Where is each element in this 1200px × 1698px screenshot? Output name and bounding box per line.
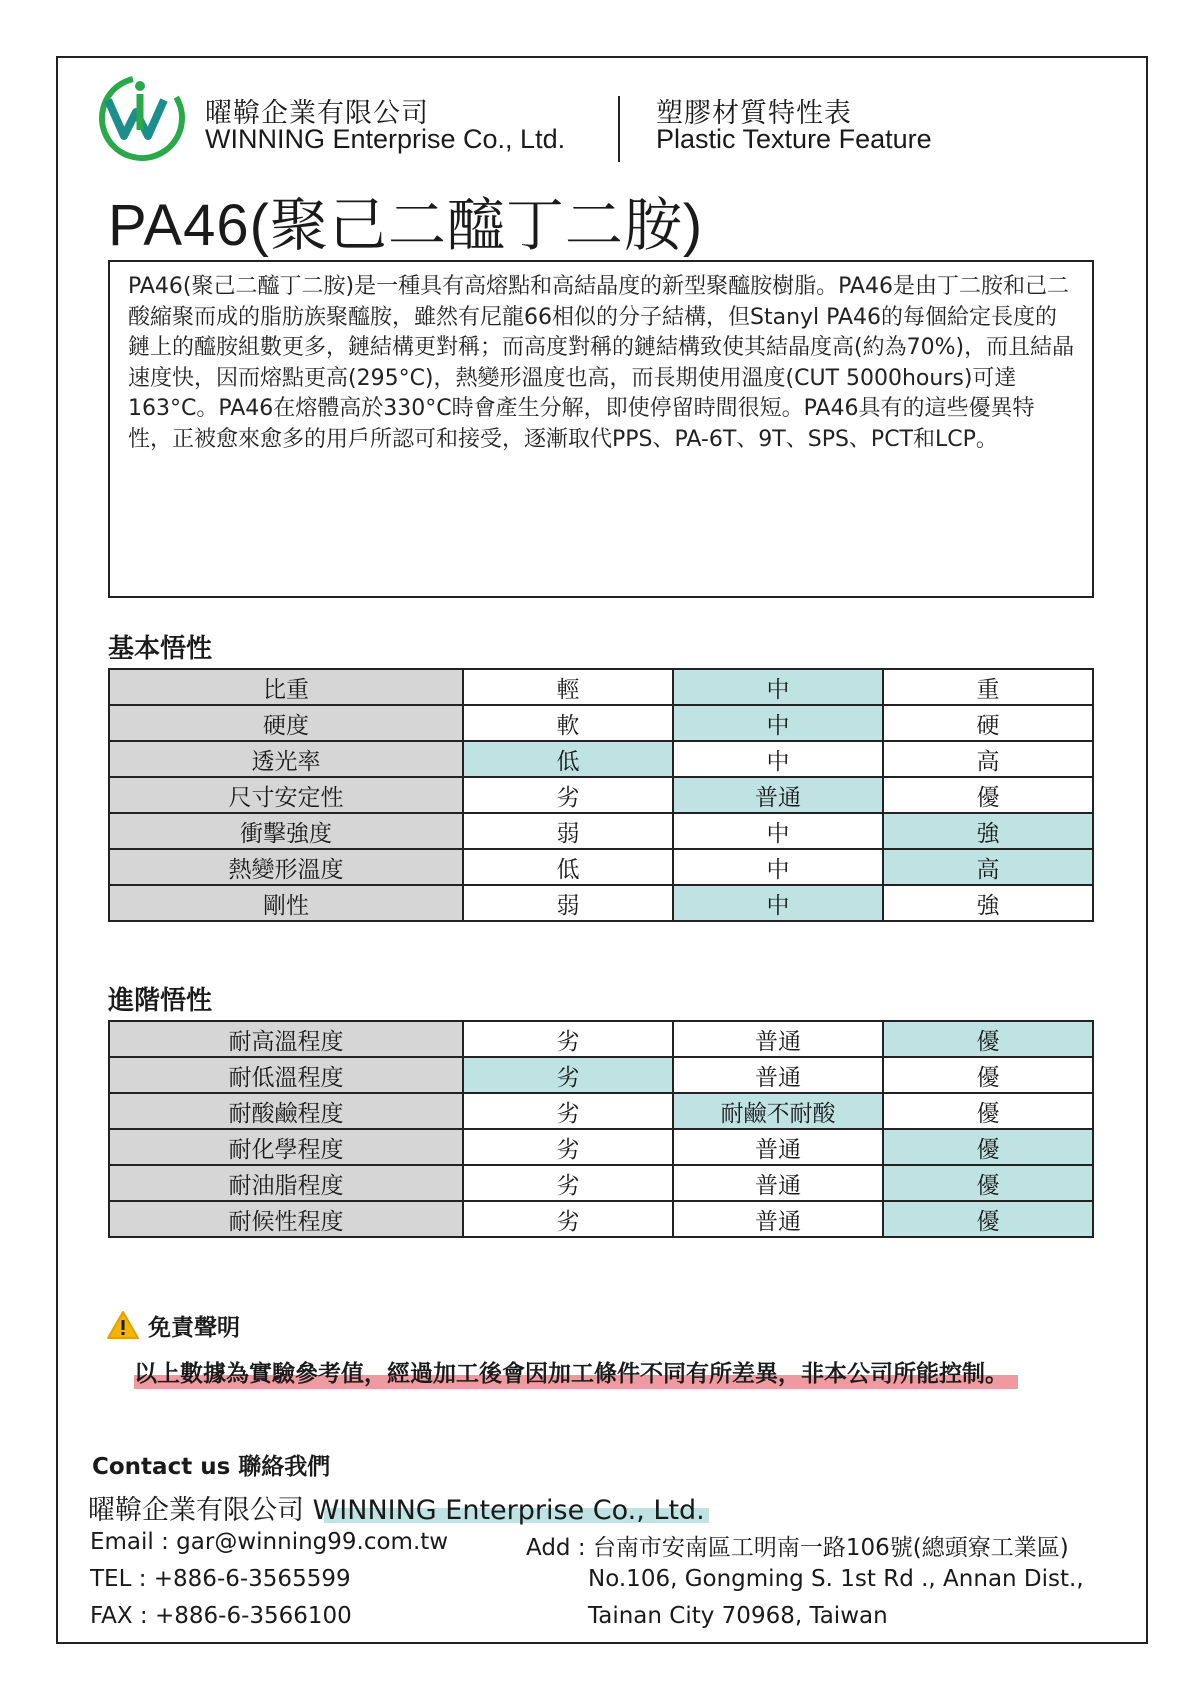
company-name-cn: 曜鞥企業有限公司 bbox=[205, 98, 429, 129]
warning-icon bbox=[106, 1310, 140, 1340]
material-title: PA46(聚己二醯丁二胺) bbox=[108, 193, 704, 258]
property-level-1: 劣 bbox=[463, 1201, 673, 1237]
property-level-3: 優 bbox=[883, 1165, 1093, 1201]
property-level-3: 硬 bbox=[883, 705, 1093, 741]
property-label: 剛性 bbox=[109, 885, 463, 921]
property-row bbox=[109, 1201, 1093, 1237]
property-label: 耐化學程度 bbox=[109, 1129, 463, 1165]
property-level-3: 強 bbox=[883, 813, 1093, 849]
property-level-2: 中 bbox=[673, 813, 883, 849]
property-level-3: 優 bbox=[883, 777, 1093, 813]
property-level-2: 耐鹼不耐酸 bbox=[673, 1093, 883, 1129]
property-level-1: 劣 bbox=[463, 1093, 673, 1129]
property-level-2: 普通 bbox=[673, 1165, 883, 1201]
property-level-1: 輕 bbox=[463, 669, 673, 705]
advanced-properties-table bbox=[108, 1020, 1094, 1238]
basic-properties-table bbox=[108, 668, 1094, 922]
property-row bbox=[109, 705, 1093, 741]
property-level-3: 重 bbox=[883, 669, 1093, 705]
property-row bbox=[109, 1021, 1093, 1057]
doc-title-en: Plastic Texture Feature bbox=[656, 124, 932, 154]
disclaimer-text: 以上數據為實驗參考值，經過加工後會因加工條件不同有所差異，非本公司所能控制。 bbox=[134, 1361, 1008, 1387]
property-row bbox=[109, 777, 1093, 813]
description-text: PA46(聚己二醯丁二胺)是一種具有高熔點和高結晶度的新型聚醯胺樹脂。PA46是由丁二胺和己二酸縮聚而成的脂肪族聚醯胺，雖然有尼龍66相似的分子結構，但Stanyl PA46的每個給定長度的鏈上的醯胺組數更多，鏈結構更對稱；而高度對稱的鏈結構致使其結晶度高(約為70%)，而且結晶速度快，因而熔點更高(295°C)，熱變形溫度也高，而長期使用溫度(CUT 5000hours)可達163°C。PA46在熔體高於330°C時會產生分解，即使停留時間很短。PA46具有的這些優異特性，正被愈來愈多的用戶所認可和接受，逐漸取代PPS、PA-6T、9T、SPS、PCT和LCP。 bbox=[128, 274, 1075, 452]
advanced-section-title: 進階悟性 bbox=[108, 986, 213, 1016]
property-row bbox=[109, 1057, 1093, 1093]
property-level-2: 普通 bbox=[673, 1201, 883, 1237]
property-row bbox=[109, 813, 1093, 849]
property-row bbox=[109, 669, 1093, 705]
property-level-2: 普通 bbox=[673, 777, 883, 813]
property-level-2: 普通 bbox=[673, 1129, 883, 1165]
property-level-2: 中 bbox=[673, 705, 883, 741]
property-level-3: 優 bbox=[883, 1093, 1093, 1129]
property-level-3: 高 bbox=[883, 741, 1093, 777]
property-level-1: 劣 bbox=[463, 1057, 673, 1093]
property-level-1: 低 bbox=[463, 741, 673, 777]
property-row bbox=[109, 1093, 1093, 1129]
property-label: 耐高溫程度 bbox=[109, 1021, 463, 1057]
property-level-2: 普通 bbox=[673, 1021, 883, 1057]
disclaimer-title: 免責聲明 bbox=[148, 1315, 240, 1341]
company-name-en: WINNING Enterprise Co., Ltd. bbox=[205, 124, 566, 154]
property-level-3: 優 bbox=[883, 1021, 1093, 1057]
property-label: 比重 bbox=[109, 669, 463, 705]
property-level-1: 弱 bbox=[463, 813, 673, 849]
property-level-2: 普通 bbox=[673, 1057, 883, 1093]
property-row bbox=[109, 1165, 1093, 1201]
doc-title-cn: 塑膠材質特性表 bbox=[656, 98, 852, 129]
property-row bbox=[109, 1129, 1093, 1165]
property-level-3: 優 bbox=[883, 1129, 1093, 1165]
property-level-1: 劣 bbox=[463, 777, 673, 813]
property-level-3: 優 bbox=[883, 1201, 1093, 1237]
property-level-1: 軟 bbox=[463, 705, 673, 741]
property-level-1: 低 bbox=[463, 849, 673, 885]
property-label: 耐候性程度 bbox=[109, 1201, 463, 1237]
property-level-2: 中 bbox=[673, 741, 883, 777]
contact-address-line2: No.106, Gongming S. 1st Rd ., Annan Dist., bbox=[588, 1566, 1084, 1592]
property-label: 耐酸鹼程度 bbox=[109, 1093, 463, 1129]
contact-address-line3: Tainan City 70968, Taiwan bbox=[588, 1603, 888, 1629]
property-label: 硬度 bbox=[109, 705, 463, 741]
property-label: 尺寸安定性 bbox=[109, 777, 463, 813]
property-level-1: 劣 bbox=[463, 1129, 673, 1165]
property-row bbox=[109, 741, 1093, 777]
description-box bbox=[108, 260, 1094, 598]
property-level-2: 中 bbox=[673, 669, 883, 705]
property-level-2: 中 bbox=[673, 885, 883, 921]
property-label: 耐油脂程度 bbox=[109, 1165, 463, 1201]
contact-fax: FAX : +886-6-3566100 bbox=[90, 1603, 352, 1629]
disclaimer-block bbox=[134, 1355, 1008, 1388]
contact-company: 曜鞥企業有限公司 WINNING Enterprise Co., Ltd. bbox=[88, 1495, 705, 1526]
property-row bbox=[109, 849, 1093, 885]
contact-tel[interactable]: TEL : +886-6-3565599 bbox=[90, 1566, 351, 1592]
property-label: 衝擊強度 bbox=[109, 813, 463, 849]
property-label: 耐低溫程度 bbox=[109, 1057, 463, 1093]
property-level-1: 劣 bbox=[463, 1165, 673, 1201]
property-level-1: 劣 bbox=[463, 1021, 673, 1057]
property-level-1: 弱 bbox=[463, 885, 673, 921]
company-logo bbox=[94, 72, 190, 164]
property-level-3: 強 bbox=[883, 885, 1093, 921]
contact-title: Contact us 聯絡我們 bbox=[92, 1454, 331, 1480]
contact-address-line1: Add : 台南市安南區工明南一路106號(總頭寮工業區) bbox=[526, 1535, 1069, 1561]
logo-text: vlv bbox=[141, 158, 143, 159]
header-divider bbox=[618, 96, 620, 162]
contact-company-block bbox=[88, 1488, 705, 1527]
property-level-3: 優 bbox=[883, 1057, 1093, 1093]
property-row bbox=[109, 885, 1093, 921]
contact-email[interactable]: Email : gar@winning99.com.tw bbox=[90, 1529, 449, 1555]
basic-section-title: 基本悟性 bbox=[108, 634, 213, 664]
property-label: 熱變形溫度 bbox=[109, 849, 463, 885]
property-level-2: 中 bbox=[673, 849, 883, 885]
property-label: 透光率 bbox=[109, 741, 463, 777]
property-level-3: 高 bbox=[883, 849, 1093, 885]
